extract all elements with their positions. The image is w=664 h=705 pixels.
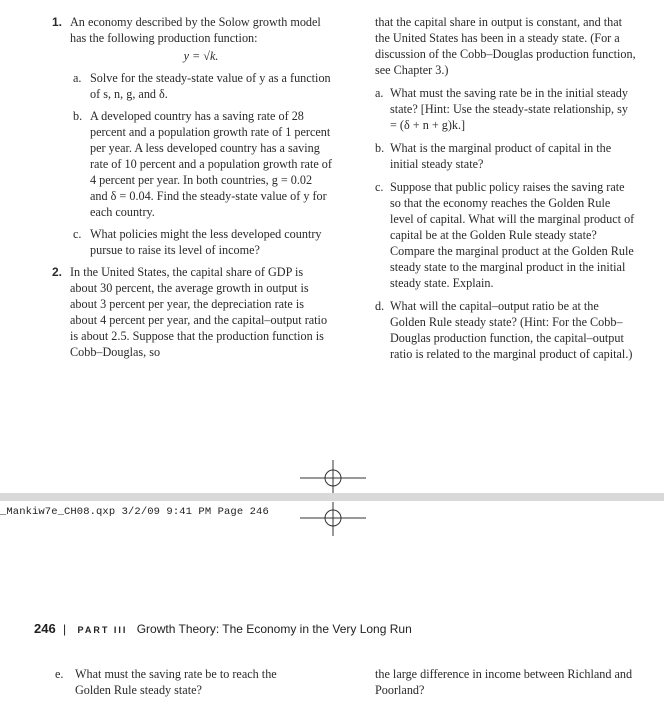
next-page-left [55, 666, 315, 698]
question-part [375, 85, 637, 133]
part-label: b. [73, 109, 83, 123]
question-part [375, 179, 637, 291]
part-label: a. [73, 71, 82, 85]
registration-mark-icon [298, 458, 368, 498]
part-text: What is the marginal product of capital in the initial steady state? [390, 141, 612, 171]
registration-mark-icon [298, 500, 368, 538]
part-text: Suppose that public policy raises the saving rate so that the economy reaches the Golden Rule level of capital. What will the marginal product of capital be at the Golden Rule steady state? Compare the marginal product at the Golden Rule steady state to the marginal product in the initial steady state. Explain. [390, 180, 635, 290]
part-label: b. [375, 141, 385, 155]
question-part [55, 666, 315, 698]
running-header [34, 621, 412, 636]
part-text: A developed country has a saving rate of 28 percent and a population growth rate of 1 percent per year. A less developed country has a saving rate of 10 percent and a population growth rate of 4 percent per year. In both countries, g = 0.02 and δ = 0.04. Find the steady-state value of y for each country. [90, 109, 332, 219]
part-label: c. [375, 180, 384, 194]
production-equation: y = √k. [183, 49, 219, 63]
part-label: a. [375, 86, 384, 100]
next-page-right [375, 666, 637, 698]
part-label: PART III [77, 625, 128, 635]
chapter-title: Growth Theory: The Economy in the Very Long Run [136, 622, 412, 636]
part-text: What must the saving rate be to reach the Golden Rule steady state? [75, 667, 277, 697]
question-number: 1. [52, 15, 63, 29]
question-1 [52, 14, 332, 258]
page-number: 246 [34, 621, 56, 636]
print-slug: _Mankiw7e_CH08.qxp 3/2/09 9:41 PM Page 246 [0, 506, 269, 518]
part-text: What must the saving rate be in the initial steady state? [Hint: Use the steady-state relationship, sy = (δ + n + g)k.] [390, 86, 628, 132]
question-part [70, 226, 332, 258]
question-part [375, 298, 637, 362]
right-column [375, 14, 637, 369]
question-part [70, 70, 332, 102]
question-2 [52, 264, 332, 360]
part-text: Solve for the steady-state value of y as a function of s, n, g, and δ. [90, 71, 331, 101]
question-number: 2. [52, 265, 63, 279]
question-text: An economy described by the Solow growth model has the following production function: [70, 15, 321, 45]
header-separator: | [63, 622, 67, 636]
part-label: e. [55, 667, 64, 681]
question-part [375, 140, 637, 172]
part-text: What policies might the less developed country pursue to raise its level of income? [90, 227, 322, 257]
question-text: In the United States, the capital share of GDP is about 30 percent, the average growth in output is about 3 percent per year, the depreciation rate is about 4 percent per year, and the capital–output ratio is about 2.5. Suppose that the production function is Cobb–Douglas, so [70, 265, 328, 359]
question-2-continuation: that the capital share in output is constant, and that the United States has been in a steady state. (For a discussion of the Cobb–Douglas production function, see Chapter 3.) [375, 15, 636, 77]
part-text: What will the capital–output ratio be at the Golden Rule steady state? (Hint: For the Cobb–Douglas production function, the capital–output ratio is related to the marginal product of capital.) [390, 299, 633, 361]
question-part [70, 108, 332, 220]
continuation-text: the large difference in income between Richland and Poorland? [375, 667, 633, 697]
part-label: c. [73, 227, 82, 241]
part-label: d. [375, 299, 385, 313]
left-column [52, 14, 332, 366]
